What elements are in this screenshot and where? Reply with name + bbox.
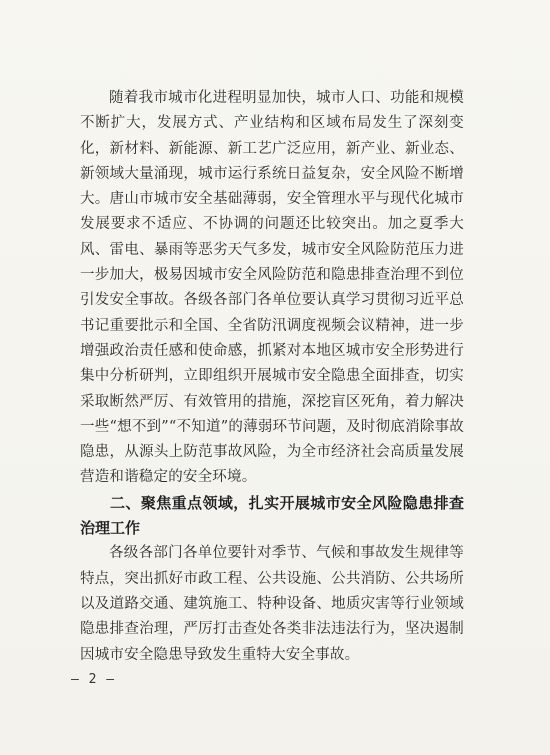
body-paragraph: 随着我市城市化进程明显加快，城市人口、功能和规模不断扩大，发展方式、产业结构和区域布局发生了深刻变化，新材料、新能源、新工艺广泛应用，新产业、新业态、新领域大量涌现，城市运行系统日益复杂，安全风险不断增大。唐山市城市安全基础薄弱，安全管理水平与现代化城市发展要求不适应、不协调的问题还比较突出。加之夏季大风、雷电、暴雨等恶劣天气多发，城市安全风险防范压力进一步加大，极易因城市安全风险防范和隐患排查治理不到位引发安全事故。各级各部门各单位要认真学习贯彻习近平总书记重要批示和全国、全省防汛调度视频会议精神，进一步增强政治责任感和使命感，抓紧对本地区城市安全形势进行集中分析研判，立即组织开展城市安全隐患全面排查，切实采取断然严厉、有效管用的措施，深挖盲区死角，着力解决一些“想不到”“不知道”的薄弱环节问题，及时彻底消除事故隐患，从源头上防范事故风险，为全市经济社会高质量发展营造和谐稳定的安全环境。 [80,90,464,486]
body-paragraph: 各级各部门各单位要针对季节、气候和事故发生规律等特点，突出抓好市政工程、公共设施、公共消防、公共场所以及道路交通、建筑施工、特种设备、地质灾害等行业领域隐患排查治理，严厉打击查处各类非法违法行为，坚决遏制因城市安全隐患导致发生重特大安全事故。 [80,545,464,663]
document-body [80,86,464,668]
section-heading: 二、聚焦重点领域，扎实开展城市安全风险隐患排查治理工作 [80,493,464,538]
page-number: — 2 — [71,672,116,687]
